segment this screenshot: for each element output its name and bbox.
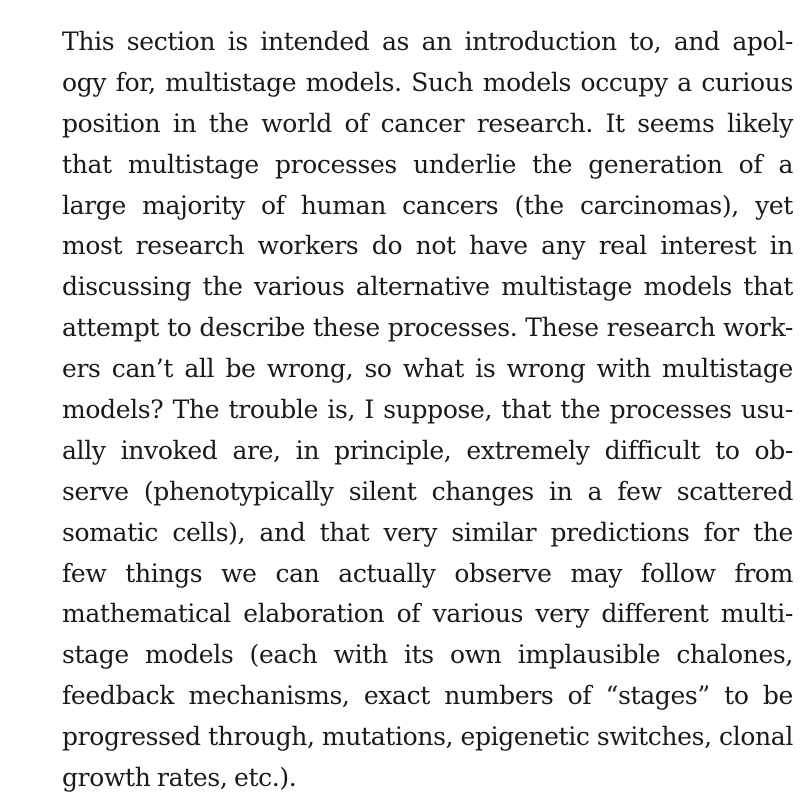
paragraph-line: attempt to describe these processes. These research work- bbox=[62, 313, 793, 343]
body-paragraph bbox=[62, 22, 793, 799]
paragraph-line: feedback mechanisms, exact numbers of “stages” to be bbox=[62, 681, 793, 711]
paragraph-line: This section is intended as an introduction to, and apol- bbox=[62, 27, 793, 56]
paragraph-line: discussing the various alternative multistage models that bbox=[62, 272, 793, 302]
paragraph-line: ally invoked are, in principle, extremely difficult to ob- bbox=[62, 435, 793, 465]
paragraph-line: large majority of human cancers (the carcinomas), yet bbox=[62, 190, 793, 220]
paragraph-line: progressed through, mutations, epigenetic switches, clonal bbox=[62, 722, 793, 752]
paragraph-line: ers can’t all be wrong, so what is wrong with multistage bbox=[62, 354, 793, 384]
paragraph-line: serve (phenotypically silent changes in a few scattered bbox=[62, 476, 793, 506]
paragraph-line: models? The trouble is, I suppose, that the processes usu- bbox=[62, 395, 793, 425]
paragraph-line: most research workers do not have any real interest in bbox=[62, 231, 793, 261]
paragraph-line: somatic cells), and that very similar predictions for the bbox=[62, 517, 793, 547]
paragraph-line: few things we can actually observe may follow from bbox=[62, 558, 793, 588]
paragraph-line: stage models (each with its own implausible chalones, bbox=[62, 640, 793, 670]
paragraph-line: position in the world of cancer research. It seems likely bbox=[62, 108, 793, 138]
paragraph-line: growth rates, etc.). bbox=[62, 763, 297, 793]
paragraph-line: ogy for, multistage models. Such models occupy a curious bbox=[62, 67, 793, 97]
paragraph-line: mathematical elaboration of various very different multi- bbox=[62, 599, 793, 629]
paragraph-line: that multistage processes underlie the generation of a bbox=[62, 149, 793, 179]
